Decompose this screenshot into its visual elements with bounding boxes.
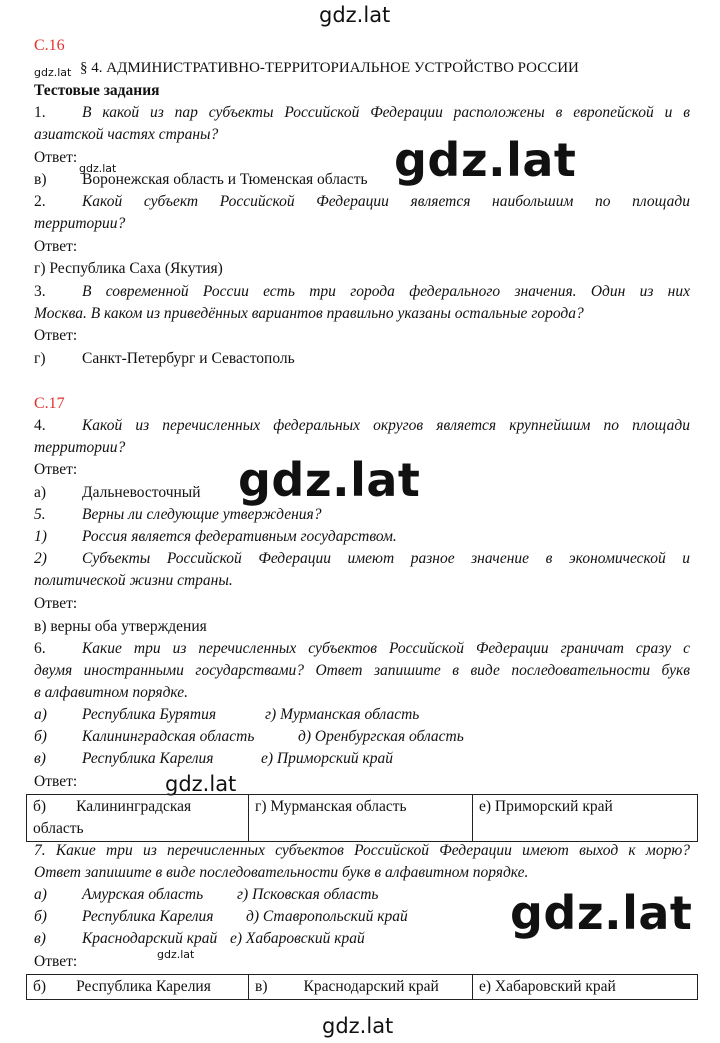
q7-answer-table (26, 974, 698, 1000)
q7-answer-cell-3: е) Хабаровский край (473, 975, 698, 1000)
q6-cell1-line2: область (33, 820, 84, 837)
watermark-small-3: gdz.lat (157, 948, 195, 961)
q6-answer-cell-1 (27, 795, 249, 842)
q7-cell2-letter: в) (255, 978, 268, 995)
q4-text-line1: Какой из перечисленных федеральных округов является крупнейшим по площади (82, 417, 690, 434)
q6-option-b: Калининградская область (82, 728, 255, 745)
q6-option-v-letter: в) (34, 750, 46, 767)
watermark-mid: gdz.lat (165, 772, 237, 796)
q4-answer-label: Ответ: (34, 461, 78, 478)
subtitle: Тестовые задания (34, 82, 160, 99)
q2-text-line2: территории? (34, 215, 126, 232)
q7-option-a: Амурская область (82, 886, 204, 903)
q7-text-line2: Ответ запишите в виде последовательности букв в алфавитном порядке. (34, 864, 529, 881)
q5-answer: в) верны оба утверждения (34, 618, 207, 635)
q3-number: 3. (34, 283, 46, 300)
q3-answer-label: Ответ: (34, 327, 78, 344)
q6-option-a: Республика Бурятия (82, 706, 217, 723)
q6-answer-cell-2: г) Мурманская область (249, 795, 473, 842)
q6-option-b-letter: б) (34, 728, 47, 745)
q3-text-line2: Москва. В каком из приведённых вариантов правильно указаны остальные города? (34, 305, 584, 322)
q6-option-g: г) Мурманская область (265, 706, 420, 723)
section-title: § 4. АДМИНИСТРАТИВНО-ТЕРРИТОРИАЛЬНОЕ УСТРОЙСТВО РОССИИ (80, 60, 579, 76)
q5-text: Верны ли следующие утверждения? (82, 506, 322, 523)
q5-statement2-number: 2) (34, 550, 47, 567)
page-number-16: С.16 (34, 37, 65, 54)
table-row (27, 975, 698, 1000)
q5-statement1: Россия является федеративным государством. (82, 528, 397, 545)
page-number-17: С.17 (34, 395, 65, 412)
q1-answer-letter: в) (34, 171, 47, 188)
q7-answer-cell-2 (249, 975, 473, 1000)
table-row (27, 795, 698, 842)
q6-cell1-letter: б) (33, 798, 47, 815)
watermark-small-2: gdz.lat (79, 162, 117, 175)
q4-answer-text: Дальневосточный (82, 484, 201, 501)
q1-answer-label: Ответ: (34, 149, 78, 166)
q4-number: 4. (34, 417, 46, 434)
watermark-large-2: gdz.lat (238, 453, 421, 507)
q5-statement2-line1: Субъекты Российской Федерации имеют разное значение в экономической и (82, 550, 690, 567)
q2-answer-label: Ответ: (34, 238, 78, 255)
q7-option-b: Республика Карелия (82, 908, 214, 925)
q6-answer-cell-3: е) Приморский край (473, 795, 698, 842)
watermark-large-3: gdz.lat (510, 886, 693, 940)
q3-answer-text: Санкт-Петербург и Севастополь (82, 350, 295, 367)
q7-option-e: е) Хабаровский край (230, 930, 365, 947)
q1-text-line2: азиатской частях страны? (34, 126, 219, 143)
q7-option-v-letter: в) (34, 930, 46, 947)
q7-option-d: д) Ставропольский край (246, 908, 408, 925)
q7-option-v: Краснодарский край (82, 930, 218, 947)
q7-cell1-text: Республика Карелия (76, 978, 211, 995)
q7-answer-label: Ответ: (34, 953, 78, 970)
watermark-large-1: gdz.lat (394, 133, 577, 187)
q7-text-line1: 7. Какие три из перечисленных субъектов Российской Федерации имеют выход к морю? (34, 842, 690, 859)
q2-text-line1: Какой субъект Российской Федерации является наибольшим по площади (82, 193, 690, 210)
q4-answer-letter: а) (34, 484, 47, 501)
q1-answer-text: Воронежская область и Тюменская область (82, 171, 368, 188)
q4-text-line2: территории? (34, 439, 126, 456)
q1-number: 1. (34, 104, 46, 121)
watermark-bottom: gdz.lat (322, 1014, 394, 1038)
q2-number: 2. (34, 193, 46, 210)
q7-cell2-text: Краснодарский край (303, 978, 439, 995)
q3-text-line1: В современной России есть три города федерального значения. Один из них (82, 283, 690, 300)
q3-answer-letter: г) (34, 350, 46, 367)
q6-option-d: д) Оренбургская область (298, 728, 464, 745)
watermark-small-1: gdz.lat (34, 66, 72, 79)
q6-text-line2: двумя иностранными государствами? Ответ запишите в виде последовательности букв (34, 662, 690, 679)
q5-number: 5. (34, 506, 46, 523)
q7-option-a-letter: а) (34, 886, 47, 903)
q1-text-line1: В какой из пар субъекты Российской Федерации расположены в европейской и в (82, 104, 690, 121)
q5-statement2-line2: политической жизни страны. (34, 572, 233, 589)
q7-answer-cell-1 (27, 975, 249, 1000)
q6-option-e: е) Приморский край (261, 750, 394, 767)
q6-cell1-line1: Калининградская (76, 798, 192, 815)
q6-option-a-letter: а) (34, 706, 47, 723)
q6-text-line3: в алфавитном порядке. (34, 684, 189, 701)
q7-cell1-letter: б) (33, 978, 47, 995)
q6-answer-table (26, 794, 698, 842)
q6-text-line1: Какие три из перечисленных субъектов Российской Федерации граничат сразу с (82, 640, 690, 657)
q5-statement1-number: 1) (34, 528, 47, 545)
q6-number: 6. (34, 640, 46, 657)
q2-answer: г) Республика Саха (Якутия) (34, 260, 223, 277)
q6-answer-label: Ответ: (34, 773, 78, 790)
q5-answer-label: Ответ: (34, 595, 78, 612)
q6-option-v: Республика Карелия (82, 750, 214, 767)
watermark-top: gdz.lat (319, 3, 391, 27)
q7-option-g: г) Псковская область (237, 886, 379, 903)
q7-option-b-letter: б) (34, 908, 47, 925)
